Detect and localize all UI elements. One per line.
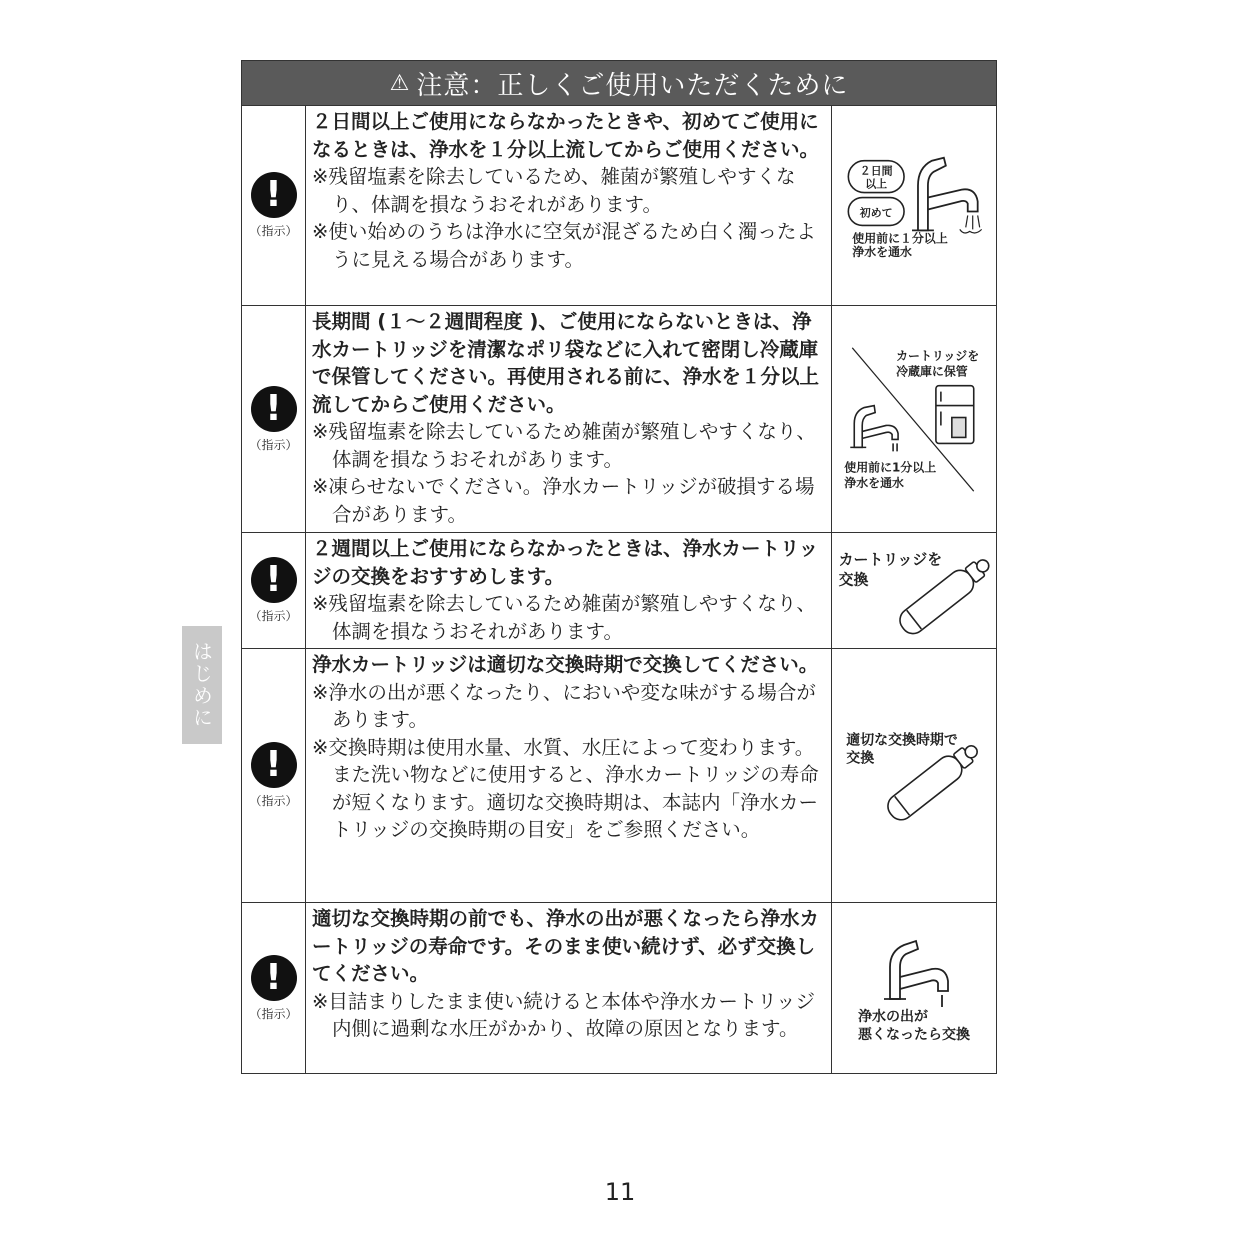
illustration-caption: 悪くなったら交換 [858,1027,970,1043]
caution-header [242,61,996,106]
warning-triangle-icon: ⚠ [389,70,411,96]
instruction-lead: 適切な交換時期の前でも、浄水の出が悪くなったら浄水カートリッジの寿命です。そのまま使い続けず、必ず交換してください。 [312,907,820,985]
instruction-lead: 浄水カートリッジは適切な交換時期で交換してください。 [312,653,819,676]
refrigerator-icon [936,386,974,444]
instruction-note: ※凍らせないでください。浄水カートリッジが破損する場合があります。 [312,475,815,526]
illustration-cartridge-timing [832,649,996,902]
illustration-caption: 浄水の出が [858,1009,928,1025]
faucet-icon [850,406,898,452]
illustration-caption: カートリッジを [838,550,943,569]
exclamation-icon: ! [251,955,297,1001]
illustration-faucet-flush [832,106,996,305]
instruction-note: ※残留塩素を除去しているため雑菌が繁殖しやすくなり、体調を損なうおそれがあります。 [312,592,816,643]
caution-title: 注意：正しくご使用いただくために [416,70,849,101]
instruction-text [306,649,832,902]
cartridge-icon [883,738,984,825]
illustration-cartridge-replace [832,533,996,648]
page-number: 11 [604,1178,636,1206]
exclamation-icon: ! [251,172,297,218]
instruction-icon-cell [242,533,306,648]
faucet-icon [884,941,948,1007]
instruction-lead: ２日間以上ご使用にならなかったときや、初めてご使用になるときは、浄水を１分以上流してからご使用ください。 [312,110,820,161]
instruction-icon-cell [242,106,306,305]
illustration-caption: 適切な交換時期で [846,732,958,749]
section-side-tab: はじめに [182,626,222,744]
instruction-label: （指示） [249,437,298,452]
illustration-caption: 使用前に１分以上 [852,231,948,246]
badge-two-days-text: ２日間 [859,164,893,178]
instruction-label: （指示） [249,224,298,238]
caution-row-2 [242,306,996,533]
instruction-icon-cell [242,306,306,532]
faucet-icon [912,158,978,231]
instruction-label: （指示） [249,609,298,623]
instruction-text [306,903,832,1073]
instruction-text [306,533,832,648]
caution-table [241,60,997,1074]
instruction-note: ※使い始めのうちは浄水に空気が混ざるため白く濁ったように見える場合があります。 [312,220,816,271]
instruction-lead: 長期間 (１～２週間程度 )、ご使用にならないときは、浄水カートリッジを清潔なポリ袋などに入れて密閉し冷蔵庫で保管してください。再使用される前に、浄水を１分以上流してからご使用ください。 [312,310,820,416]
instruction-note: ※交換時期は使用水量、水質、水圧によって変わります。また洗い物などに使用すると、浄水カートリッジの寿命が短くなります。適切な交換時期は、本誌内「浄水カートリッジの交換時期の目安」をご参照ください。 [312,735,819,841]
illustration-caption: 交換 [846,750,875,767]
illustration-caption: 浄水を通水 [852,245,913,260]
illustration-caption: カートリッジを [896,348,980,363]
instruction-label: （指示） [249,794,298,808]
illustration-caption: 交換 [838,570,869,589]
instruction-icon-cell [242,649,306,902]
badge-first-time-text: 初めて [859,206,893,220]
instruction-note: ※残留塩素を除去しているため、雑菌が繁殖しやすくなり、体調を損なうおそれがあります。 [312,165,796,216]
exclamation-icon: ! [251,742,297,788]
instruction-note: ※残留塩素を除去しているため雑菌が繁殖しやすくなり、体調を損なうおそれがあります。 [312,420,816,471]
illustration-caption: 浄水を通水 [844,476,905,491]
instruction-text [306,106,832,305]
illustration-weak-flow [832,903,996,1073]
instruction-icon-cell [242,903,306,1073]
badge-two-days-text2: 以上 [865,177,888,191]
caution-row-1 [242,106,996,306]
instruction-note: ※目詰まりしたまま使い続けると本体や浄水カートリッジ内側に過剰な水圧がかかり、故障の原因となります。 [312,989,816,1040]
illustration-caption: 冷蔵庫に保管 [896,364,968,379]
caution-row-4 [242,649,996,903]
illustration-caption: 使用前に1分以上 [844,460,937,475]
water-drops-icon [960,215,982,233]
instruction-note: ※浄水の出が悪くなったり、においや変な味がする場合があります。 [312,680,816,731]
illustration-fridge-storage [832,306,996,532]
instruction-label: （指示） [249,1006,298,1021]
caution-row-5 [242,903,996,1073]
exclamation-icon: ! [251,386,297,432]
exclamation-icon: ! [251,557,297,603]
instruction-text [306,306,832,532]
instruction-lead: ２週間以上ご使用にならなかったときは、浄水カートリッジの交換をおすすめします。 [312,537,819,588]
caution-row-3 [242,533,996,649]
